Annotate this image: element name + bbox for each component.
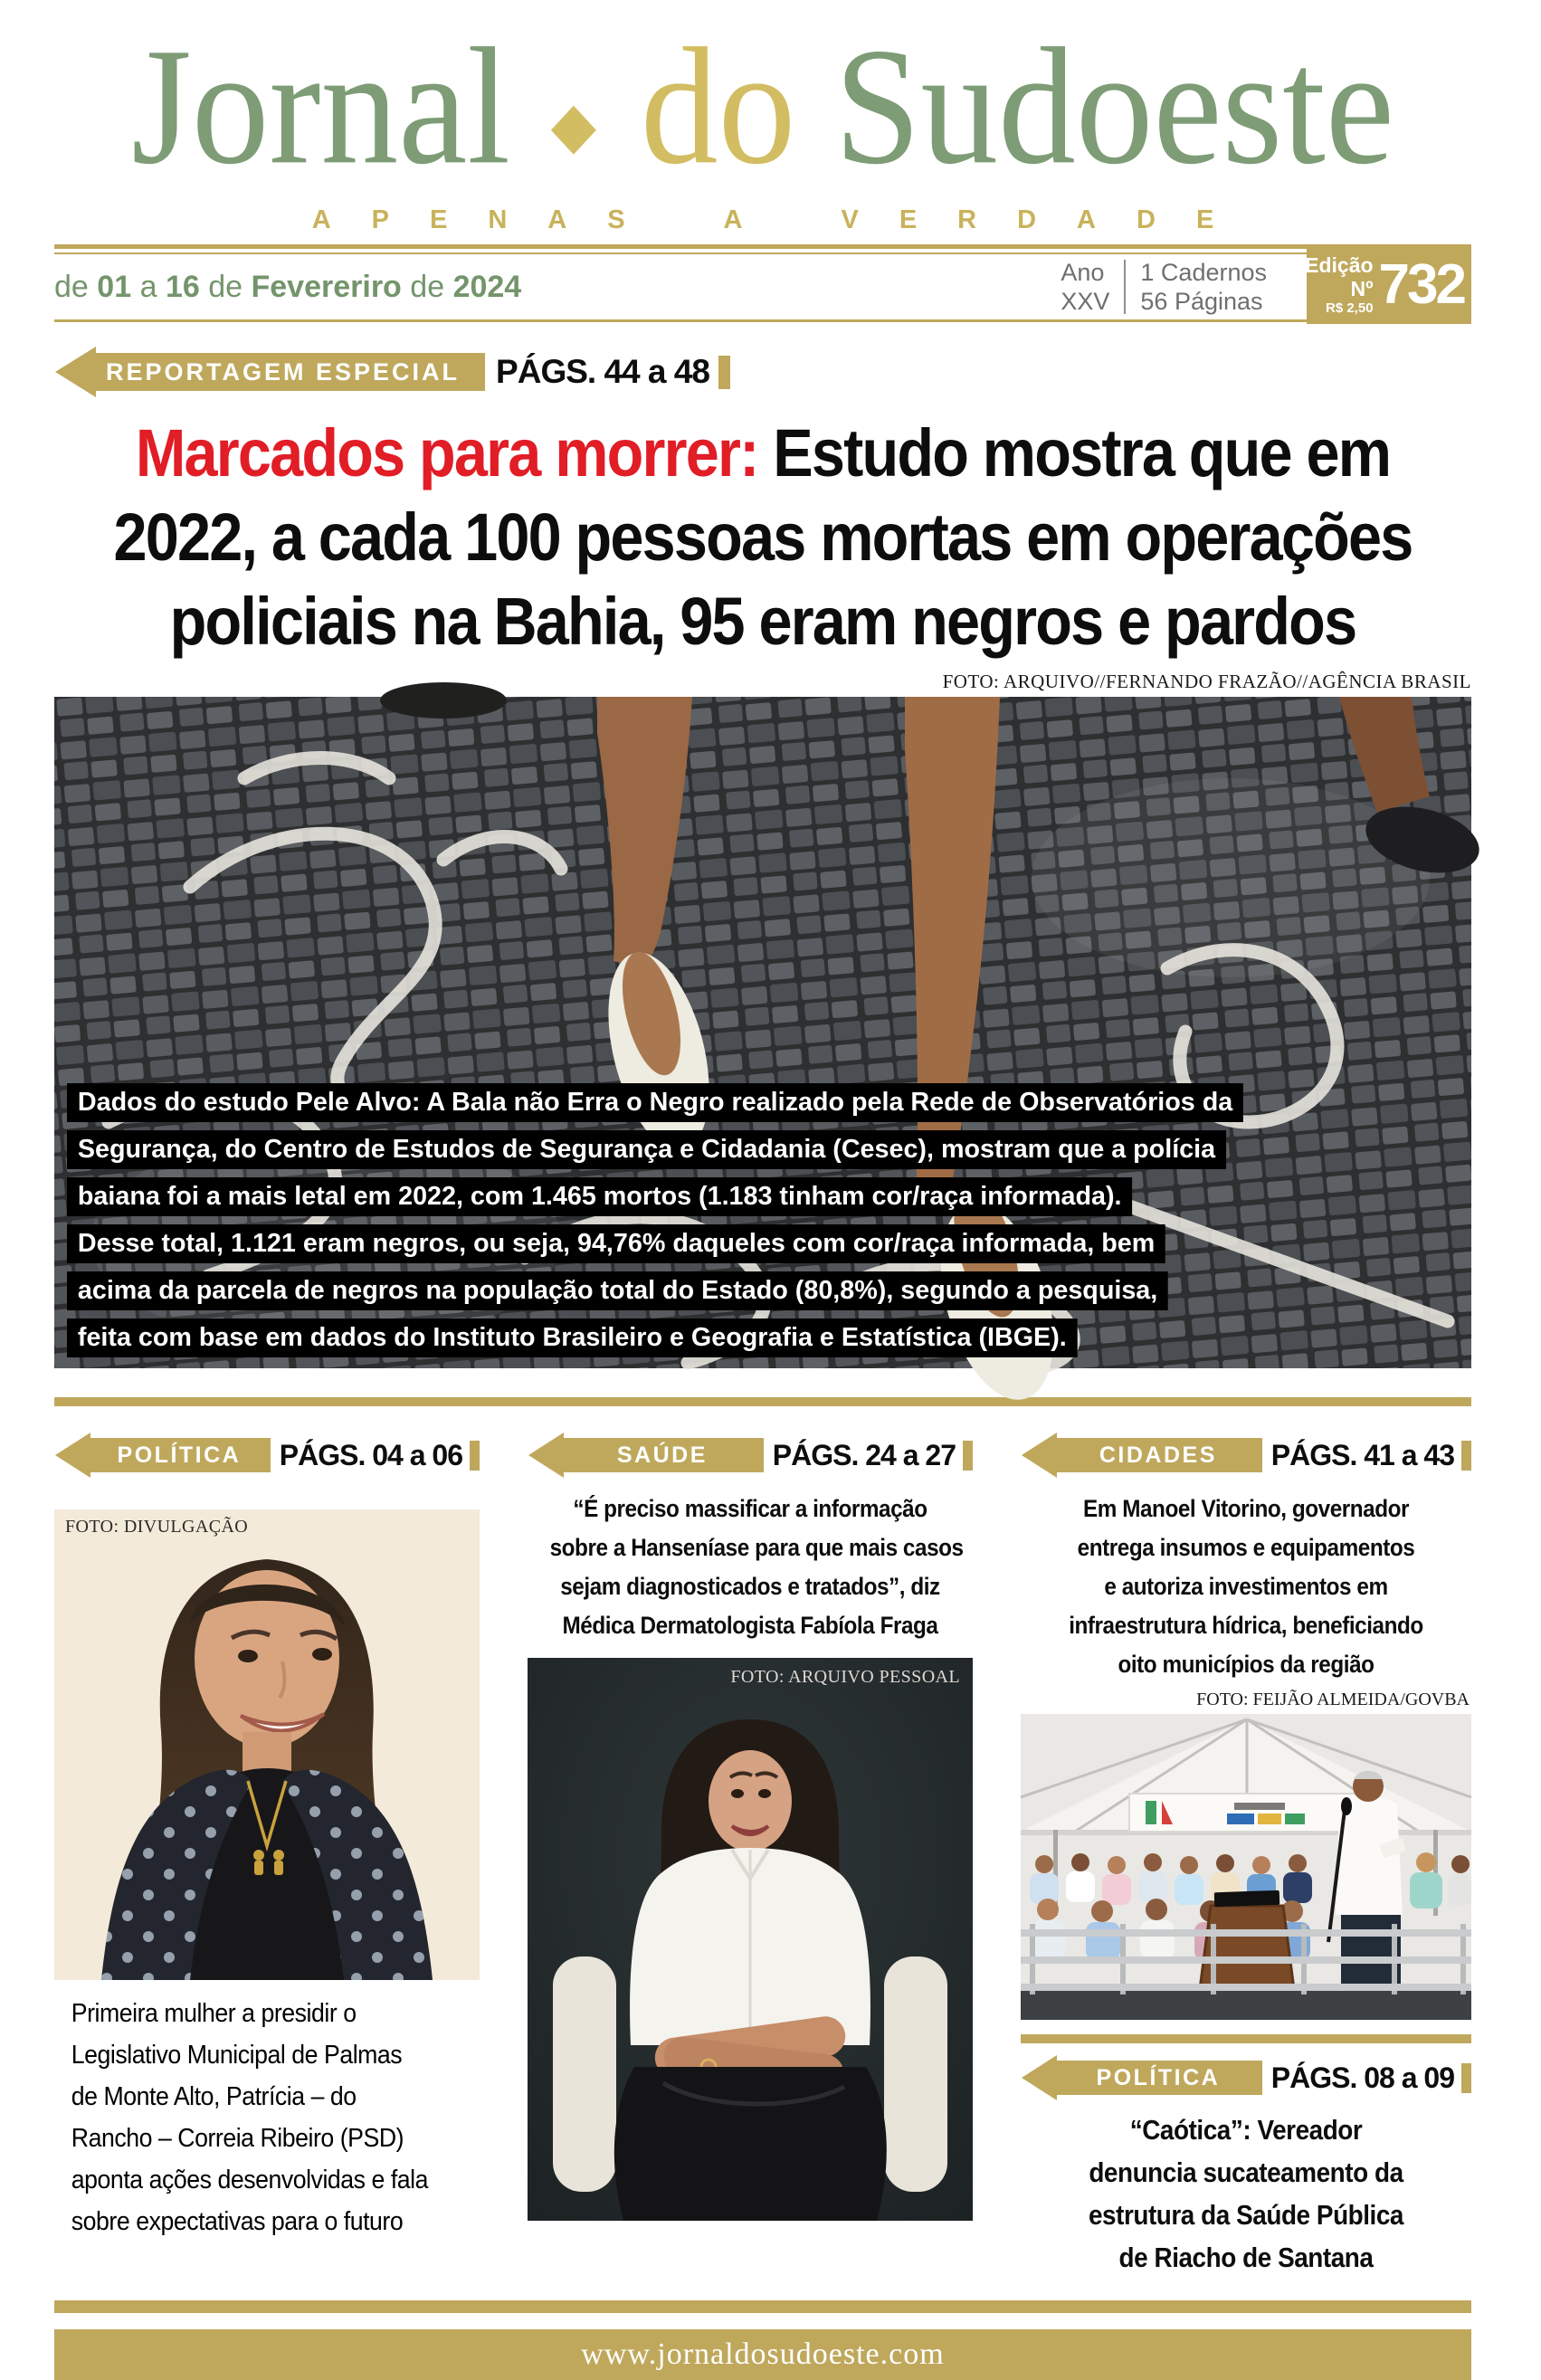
edition-date <box>54 270 521 305</box>
hero-photo-credit: FOTO: ARQUIVO//FERNANDO FRAZÃO//AGÊNCIA BRASIL <box>942 671 1471 692</box>
headline-line: e autoriza investimentos em <box>1104 1573 1388 1600</box>
cities-photo-credit: FOTO: FEIJÃO ALMEIDA/GOVBA <box>1196 1690 1470 1709</box>
footer-bar <box>54 2329 1471 2380</box>
headline-line: estrutura da Saúde Pública <box>1088 2199 1403 2231</box>
headline-line1-rest: Estudo mostra que em <box>757 415 1391 490</box>
cities-pages: PÁGS. 41 a 43 <box>1270 1438 1454 1471</box>
arrow-left-icon <box>1021 2054 1057 2101</box>
politics2-label: POLÍTICA <box>1054 2061 1262 2095</box>
railing <box>1021 1924 1471 1994</box>
overlay-line: baiana foi a mais letal em 2022, com 1.465 mortos (1.183 tinham cor/raça informada). <box>67 1177 1132 1216</box>
politics-photo <box>54 1509 480 1980</box>
rule-thick <box>54 244 1471 249</box>
woman-portrait-polkadot-blazer <box>54 1509 480 1980</box>
dermatologist-portrait-photo <box>528 1658 973 2221</box>
newspaper-logo <box>0 9 1541 224</box>
overlay-line: Dados do estudo Pele Alvo: A Bala não Erra o Negro realizado pela Rede de Observatórios da <box>67 1083 1243 1122</box>
politics-photo-credit: FOTO: DIVULGAÇÃO <box>65 1517 249 1537</box>
logo-word-sudoeste: Sudoeste <box>834 14 1394 200</box>
overlay-line: Segurança, do Centro de Estudos de Segurança e Cidadania (Cesec), mostram que a polícia <box>67 1130 1226 1169</box>
edition-number: 732 <box>1378 253 1464 316</box>
edition-label: Edição Nº <box>1305 253 1374 300</box>
column-health <box>528 1432 973 2279</box>
rule-bottom <box>54 319 1471 322</box>
caption-line: sobre expectativas para o futuro <box>71 2207 404 2236</box>
politics2-headline <box>1021 2109 1471 2279</box>
date-day-start: 01 <box>97 269 132 304</box>
arrow-left-icon <box>54 346 96 398</box>
date-word: de <box>208 269 243 304</box>
headline-line: sejam diagnosticados e tratados”, diz <box>560 1573 940 1600</box>
politics-pages: PÁGS. 04 a 06 <box>279 1438 462 1471</box>
politics2-pages: PÁGS. 08 a 09 <box>1270 2061 1454 2094</box>
edition-labels <box>1305 253 1373 317</box>
ano-label: Ano <box>1061 259 1105 286</box>
date-word: de <box>54 269 89 304</box>
issue-meta <box>1061 258 1267 316</box>
website-link[interactable]: www.jornaldosudoeste.com <box>581 2337 945 2371</box>
health-pages: PÁGS. 24 a 27 <box>772 1438 956 1471</box>
headline-line: Em Manoel Vitorino, governador <box>1082 1495 1410 1522</box>
overlay-line: acima da parcela de negros na população total do Estado (80,8%), segundo a pesquisa, <box>67 1271 1168 1310</box>
single-rule <box>54 319 1471 322</box>
logo-word-do: do <box>640 14 796 200</box>
gold-tick <box>1461 2063 1471 2093</box>
headline-line: sobre a Hanseníase para que mais casos <box>549 1534 964 1561</box>
politics-label: POLÍTICA <box>88 1438 271 1472</box>
headline-line: “É preciso massificar a informação <box>573 1495 927 1522</box>
logo-word-jornal: Jornal <box>131 14 510 200</box>
caption-line: de Monte Alto, Patrícia – do <box>71 2082 357 2111</box>
health-photo-credit: FOTO: ARQUIVO PESSOAL <box>730 1667 960 1687</box>
headline-line: de Riacho de Santana <box>1118 2242 1374 2273</box>
column-cities <box>1021 1432 1471 2279</box>
headline-line-3: policiais na Bahia, 95 eram negros e pardos <box>169 584 1356 659</box>
masthead <box>0 0 1526 235</box>
caption-line: Legislativo Municipal de Palmas <box>71 2041 403 2070</box>
special-report-pages: PÁGS. 44 a 48 <box>496 353 709 390</box>
cities-badge[interactable] <box>1021 1432 1471 1479</box>
overlay-line: Desse total, 1.121 eram negros, ou seja, 94,76% daqueles com cor/raça informada, bem <box>67 1224 1165 1263</box>
arrow-left-icon <box>1021 1432 1057 1479</box>
date-day-end: 16 <box>165 269 200 304</box>
hero-photo <box>54 697 1471 1368</box>
headline-line: entrega insumos e equipamentos <box>1077 1534 1415 1561</box>
issue-bar <box>54 254 1471 319</box>
section-divider-rule <box>54 1397 1471 1406</box>
column-politics <box>54 1432 480 2279</box>
price-label: R$ 2,50 <box>1326 300 1374 316</box>
gold-tick <box>1461 1441 1471 1471</box>
overlay-line: feita com base em dados do Instituto Brasileiro e Geografia e Estatística (IBGE). <box>67 1319 1078 1357</box>
caption-line: aponta ações desenvolvidas e fala <box>71 2166 429 2194</box>
health-headline <box>528 1490 973 1645</box>
issue-pages-block <box>1140 258 1267 316</box>
hero-overlay-text <box>67 1075 1255 1357</box>
headline-line: oito municípios da região <box>1118 1651 1375 1678</box>
gold-tick <box>718 356 730 389</box>
politics2-badge[interactable] <box>1021 2054 1471 2101</box>
double-rule <box>54 244 1471 254</box>
edition-number-box <box>1307 246 1471 324</box>
ano-value: XXV <box>1061 288 1110 315</box>
health-photo <box>528 1658 973 2221</box>
politics-caption <box>54 1993 480 2242</box>
special-report-label: REPORTAGEM ESPECIAL <box>93 353 485 391</box>
date-year: 2024 <box>452 269 522 304</box>
arrow-left-icon <box>528 1432 564 1479</box>
meta-divider <box>1124 260 1126 314</box>
footer-thin-rule <box>54 2300 1471 2313</box>
caption-line: Primeira mulher a presidir o <box>71 1999 357 2028</box>
date-word: de <box>410 269 445 304</box>
main-headline <box>0 411 1526 663</box>
issue-year-block <box>1061 258 1109 316</box>
date-word: a <box>139 269 157 304</box>
special-report-badge[interactable] <box>54 346 1471 398</box>
headline-line: denuncia sucateamento da <box>1089 2156 1403 2188</box>
cities-photo <box>1021 1714 1471 2020</box>
governor-event-tent-photo <box>1021 1714 1471 2020</box>
arrow-left-icon <box>54 1432 90 1479</box>
cities-label: CIDADES <box>1054 1438 1262 1472</box>
health-label: SAÚDE <box>561 1438 764 1472</box>
headline-line: Médica Dermatologista Fabíola Fraga <box>562 1612 938 1639</box>
cadernos-label: 1 Cadernos <box>1140 259 1267 286</box>
headline-line: infraestrutura hídrica, beneficiando <box>1069 1612 1423 1639</box>
gold-tick <box>963 1441 973 1471</box>
headline-highlight: Marcados para morrer: <box>135 415 758 490</box>
headline-line-2: 2022, a cada 100 pessoas mortas em operações <box>113 500 1413 575</box>
gold-tick <box>470 1441 480 1471</box>
headline-line-1 <box>76 411 1449 495</box>
tagline: APENAS A VERDADE <box>311 205 1255 234</box>
date-month: Fevereriro <box>251 269 402 304</box>
headline-line: “Caótica”: Vereador <box>1129 2114 1363 2146</box>
diamond-icon: ◆ <box>550 90 596 161</box>
caption-line: Rancho – Correia Ribeiro (PSD) <box>71 2124 404 2153</box>
politics-badge[interactable] <box>54 1432 480 1479</box>
health-badge[interactable] <box>528 1432 973 1479</box>
teaser-columns <box>54 1432 1471 2279</box>
cities-headline <box>1021 1490 1471 1684</box>
cities-bottom-rule <box>1021 2034 1471 2043</box>
paginas-label: 56 Páginas <box>1140 288 1263 315</box>
